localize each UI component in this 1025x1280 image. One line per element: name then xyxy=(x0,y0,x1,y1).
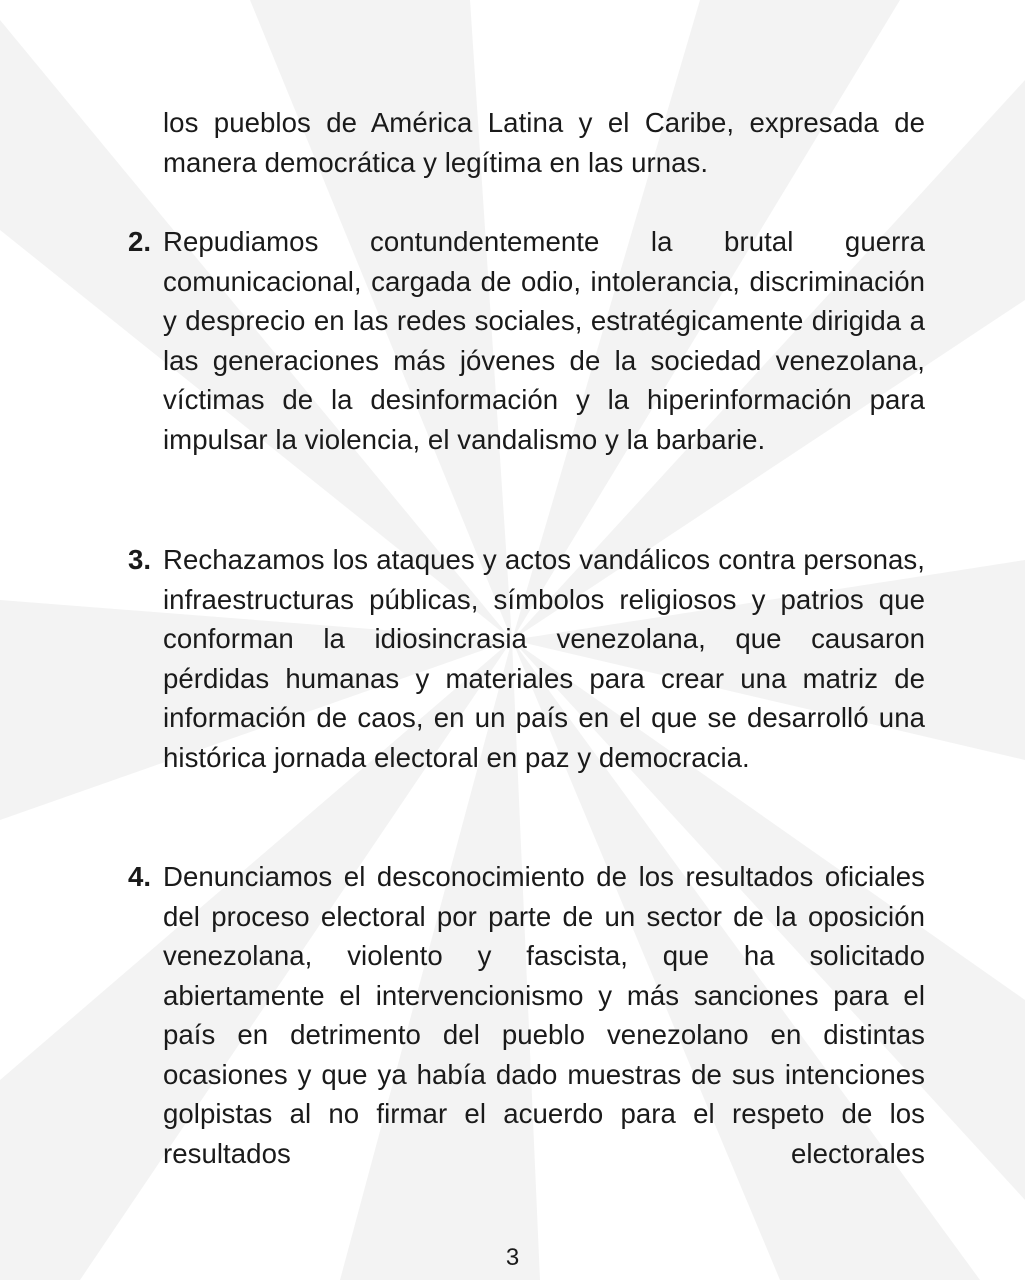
item-number-2: 2. xyxy=(128,226,152,257)
paragraph-continuation: los pueblos de América Latina y el Caribe, expresada de manera democrática y legítima en las urnas. xyxy=(163,107,925,178)
paragraph-item-2: Repudiamos contundentemente la brutal guerra comunicacional, cargada de odio, intolerancia, discriminación y desprecio en las redes sociales, estratégicamente dirigida a las generaciones más jóvenes de la sociedad venezolana, víctimas de la desinformación y la hiperinformación para impulsar la violencia, el vandalismo y la barbarie. xyxy=(163,226,925,455)
item-number-3: 3. xyxy=(128,544,152,575)
item-number-4: 4. xyxy=(128,861,152,892)
paragraph-item-3: Rechazamos los ataques y actos vandálicos contra personas, infraestructuras públicas, símbolos religiosos y patrios que conforman la idiosincrasia venezolana, que causaron pérdidas humanas y materiales para crear una matriz de información de caos, en un país en el que se desarrolló una histórica jornada electoral en paz y democracia. xyxy=(163,544,925,773)
page-number: 3 xyxy=(505,1244,520,1271)
paragraph-item-4: Denunciamos el desconocimiento de los resultados oficiales del proceso electoral por parte de un sector de la oposición venezolana, violento y fascista, que ha solicitado abiertamente el intervencionismo y más sanciones para el país en detrimento del pueblo venezolano en distintas ocasiones y que ya había dado muestras de sus intenciones golpistas al no firmar el acuerdo para el respeto de los resultados electorales xyxy=(163,861,925,1169)
